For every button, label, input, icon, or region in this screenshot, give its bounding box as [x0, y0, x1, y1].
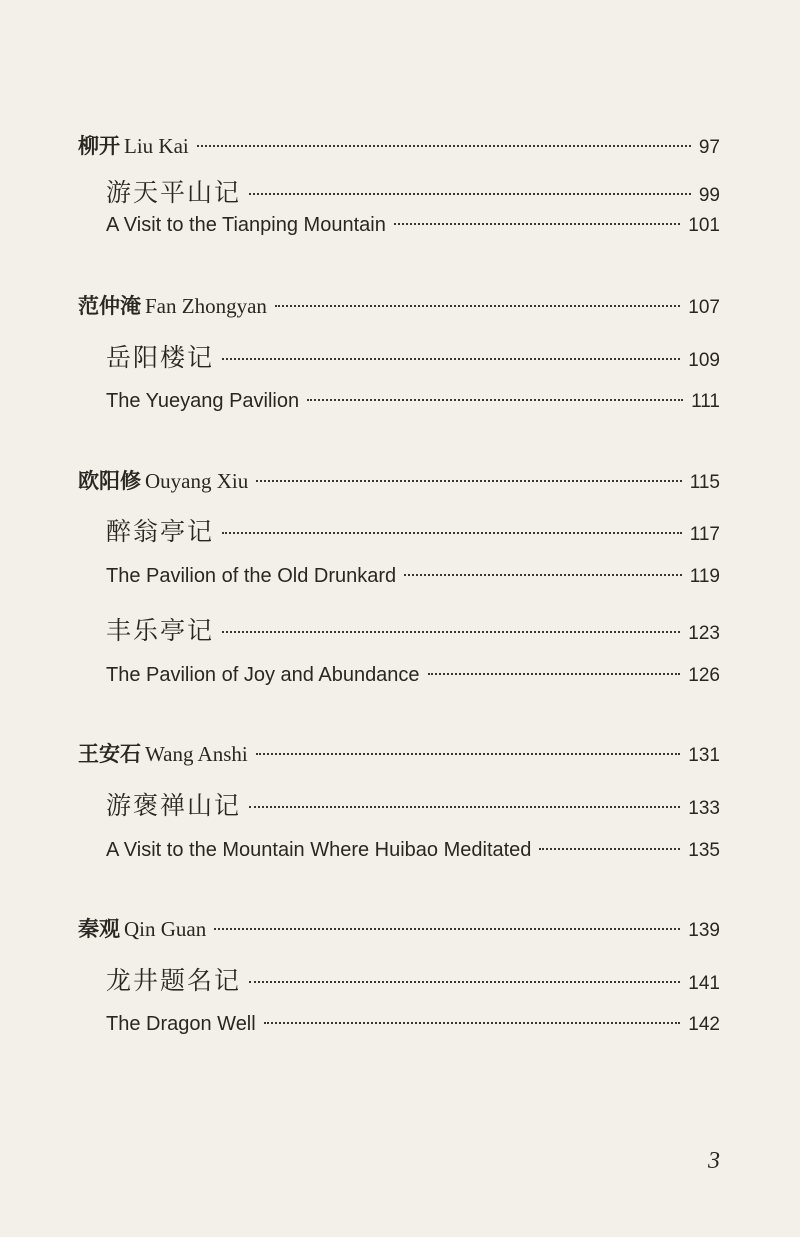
author-heading — [78, 738, 248, 768]
toc-entry-row — [106, 786, 720, 822]
toc-author-row — [78, 130, 720, 160]
toc-entry-row — [106, 664, 720, 687]
page-number: 115 — [689, 472, 720, 493]
essay-title-english: The Yueyang Pavilion — [106, 390, 300, 412]
page-number: 111 — [691, 391, 720, 412]
page-number: 97 — [698, 137, 720, 158]
author-heading — [78, 130, 189, 160]
toc-entry-row — [106, 173, 720, 209]
dot-leader — [256, 753, 681, 755]
page-number: 142 — [688, 1014, 720, 1035]
author-heading — [78, 465, 248, 495]
dot-leader — [249, 193, 691, 195]
dot-leader — [256, 480, 681, 482]
page-number: 133 — [688, 798, 720, 819]
page-number: 123 — [688, 623, 720, 644]
page-number: 139 — [688, 920, 720, 941]
dot-leader — [197, 145, 691, 147]
author-name-english: Liu Kai — [124, 134, 189, 158]
toc-entry-row — [106, 338, 720, 374]
essay-title-chinese: 醉翁亭记 — [106, 519, 215, 546]
page-number: 99 — [698, 185, 720, 206]
dot-leader — [222, 631, 680, 633]
dot-leader — [249, 981, 680, 983]
dot-leader — [249, 806, 680, 808]
author-name-chinese: 柳开 — [78, 134, 120, 158]
essay-title-chinese: 丰乐亭记 — [106, 618, 215, 645]
essay-title-english: The Dragon Well — [106, 1013, 256, 1035]
toc-entry-row — [106, 390, 720, 413]
essay-title-english: A Visit to the Tianping Mountain — [106, 214, 386, 236]
dot-leader — [404, 574, 682, 576]
page-number: 141 — [688, 973, 720, 994]
author-name-chinese: 秦观 — [78, 917, 120, 941]
author-name-english: Fan Zhongyan — [145, 294, 267, 318]
dot-leader — [275, 305, 680, 307]
dot-leader — [222, 532, 682, 534]
page-folio: 3 — [708, 1148, 720, 1174]
essay-title-english: The Pavilion of Joy and Abundance — [106, 664, 420, 686]
page-number: 119 — [689, 566, 720, 587]
toc-entry-row — [106, 512, 720, 548]
author-heading — [78, 913, 206, 943]
page-number: 135 — [688, 840, 720, 861]
dot-leader — [222, 358, 680, 360]
essay-title-chinese: 游天平山记 — [106, 180, 242, 207]
essay-title-chinese: 岳阳楼记 — [106, 345, 215, 372]
toc-author-row — [78, 290, 720, 320]
dot-leader — [394, 223, 680, 225]
author-name-english: Wang Anshi — [145, 742, 248, 766]
toc-author-row — [78, 738, 720, 768]
essay-title-chinese: 游褒禅山记 — [106, 793, 242, 820]
essay-title-english: A Visit to the Mountain Where Huibao Meditated — [106, 839, 532, 861]
toc-author-row — [78, 913, 720, 943]
dot-leader — [539, 848, 680, 850]
toc-entry-row — [106, 565, 720, 588]
page-number: 126 — [688, 665, 720, 686]
author-name-english: Qin Guan — [124, 917, 207, 941]
page-number: 131 — [688, 745, 720, 766]
author-name-chinese: 王安石 — [78, 742, 141, 766]
toc-entry-row — [106, 839, 720, 862]
toc-entry-row — [106, 214, 720, 237]
essay-title-chinese: 龙井题名记 — [106, 968, 242, 995]
dot-leader — [428, 673, 681, 675]
author-heading — [78, 290, 267, 320]
dot-leader — [307, 399, 683, 401]
toc-entry-row — [106, 961, 720, 997]
dot-leader — [214, 928, 680, 930]
page-number: 101 — [688, 215, 720, 236]
page-number: 107 — [688, 297, 720, 318]
author-name-chinese: 范仲淹 — [78, 294, 141, 318]
essay-title-english: The Pavilion of the Old Drunkard — [106, 565, 397, 587]
page-number: 117 — [689, 524, 720, 545]
author-name-chinese: 欧阳修 — [78, 469, 141, 493]
toc-author-row — [78, 465, 720, 495]
toc-entry-row — [106, 611, 720, 647]
page-number: 109 — [688, 350, 720, 371]
dot-leader — [264, 1022, 681, 1024]
toc-entry-row — [106, 1013, 720, 1036]
author-name-english: Ouyang Xiu — [145, 469, 249, 493]
